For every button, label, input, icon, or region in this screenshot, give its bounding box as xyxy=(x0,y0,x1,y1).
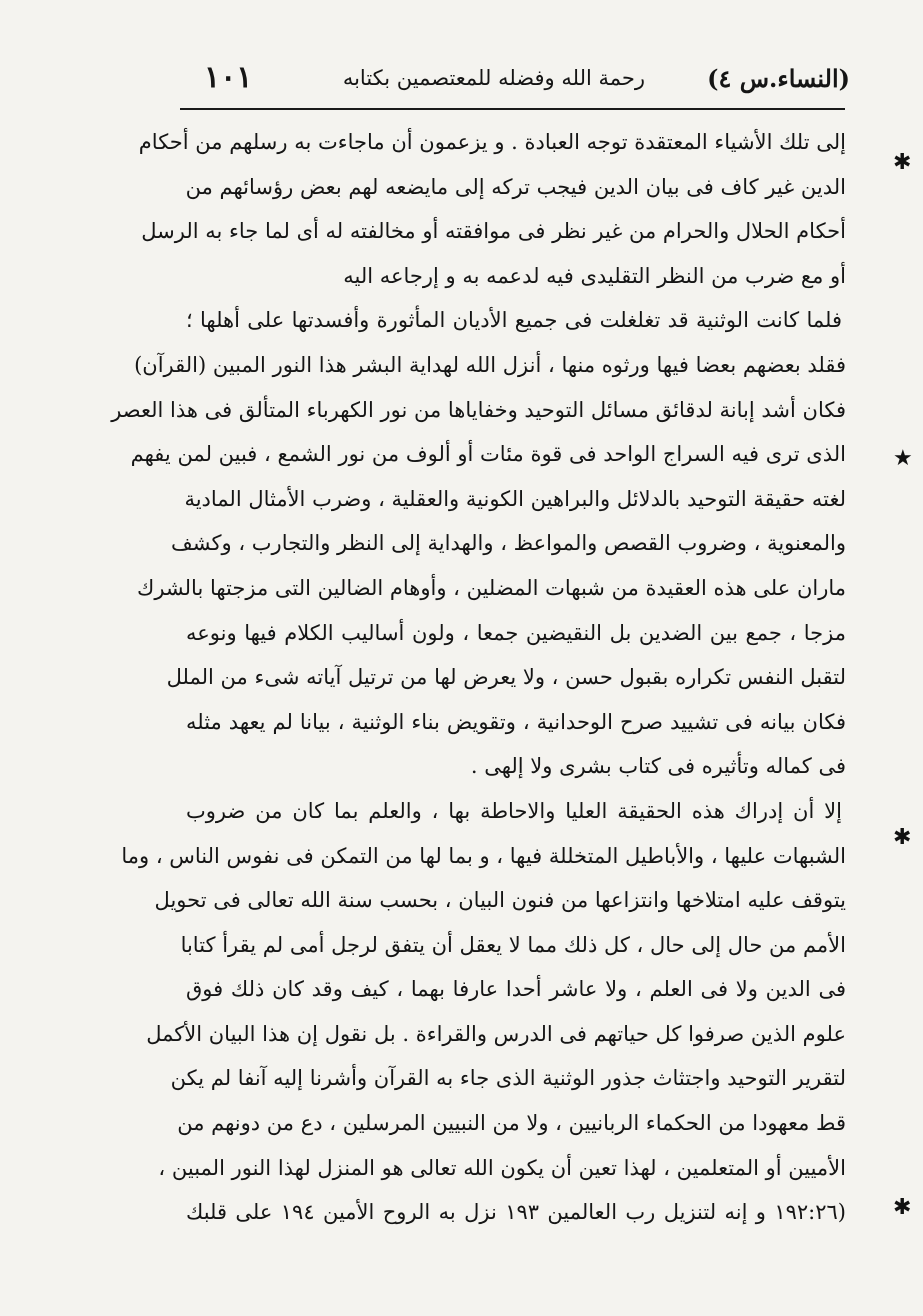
text-line: فى كماله وتأثيره فى كتاب بشرى ولا إلهى . xyxy=(470,754,846,779)
margin-star-icon: ✱ xyxy=(893,1195,912,1220)
text-line: لتقبل النفس تكراره بقبول حسن ، ولا يعرض لها من ترتيل آياته شىء من الملل xyxy=(166,665,846,690)
text-line: إلى تلك الأشياء المعتقدة توجه العبادة . و يزعمون أن ماجاءت به رسلهم من أحكام xyxy=(138,130,846,154)
margin-star-icon: ✱ xyxy=(893,150,912,175)
text-line: فقلد بعضهم بعضا فيها ورثوه منها ، أنزل الله لهداية البشر هذا النور المبين (القرآن) xyxy=(134,352,846,377)
text-line: فلما كانت الوثنية قد تغلغلت فى جميع الأديان المأثورة وأفسدتها على أهلها ؛ xyxy=(186,308,842,333)
body-text xyxy=(111,120,846,1235)
text-line: الأميين أو المتعلمين ، لهذا تعين أن يكون الله تعالى هو المنزل لهذا النور المبين ، xyxy=(158,1155,846,1180)
page-number: ١٠١ xyxy=(204,60,253,95)
text-line: مزجا ، جمع بين الضدين بل النقيضين جمعا ، ولون أساليب الكلام فيها ونوعه xyxy=(186,620,846,645)
margin-star-icon: ✱ xyxy=(893,825,912,850)
header-divider xyxy=(180,108,845,110)
text-line: علوم الذين صرفوا كل حياتهم فى الدرس والقراءة . بل نقول إن هذا البيان الأكمل xyxy=(146,1021,846,1046)
margin-star-icon: ★ xyxy=(893,446,913,471)
text-line: فكان بيانه فى تشييد صرح الوحدانية ، وتقويض بناء الوثنية ، بيانا لم يعهد مثله xyxy=(186,709,846,734)
text-line: قط معهودا من الحكماء الربانيين ، ولا من النبيين المرسلين ، دع من دونهم من xyxy=(177,1111,846,1136)
page-header xyxy=(170,58,850,110)
text-line: إلا أن إدراك هذه الحقيقة العليا والاحاطة بها ، والعلم بما كان من ضروب xyxy=(186,798,842,823)
text-line: (١٩٢:٢٦ و إنه لتنزيل رب العالمين ١٩٣ نزل به الروح الأمين ١٩٤ على قلبك xyxy=(186,1200,846,1225)
text-line: لغته حقيقة التوحيد بالدلائل والبراهين الكونية والعقلية ، وضرب الأمثال المادية xyxy=(184,486,846,511)
text-line: فكان أشد إبانة لدقائق مسائل التوحيد وخفاياها من نور الكهرباء المتألق فى هذا العصر xyxy=(111,397,846,422)
text-line: يتوقف عليه امتلاخها وانتزاعها من فنون البيان ، بحسب سنة الله تعالى فى تحويل xyxy=(154,888,846,913)
text-line: الأمم من حال إلى حال ، كل ذلك مما لا يعقل أن يتفق لرجل أمى لم يقرأ كتابا xyxy=(180,932,846,957)
header-surah-title: (النساء.س ٤) xyxy=(707,64,850,93)
header-running-title: رحمة الله وفضله للمعتصمين بكتابه xyxy=(342,66,645,90)
text-line: ماران على هذه العقيدة من شبهات المضلين ، وأوهام الضالين التى مزجتها بالشرك xyxy=(137,575,846,600)
text-line: أو مع ضرب من النظر التقليدى فيه لدعمه به و إرجاعه اليه xyxy=(343,263,846,288)
text-line: لتقرير التوحيد واجتثاث جذور الوثنية الذى جاء به القرآن وأشرنا إليه آنفا لم يكن xyxy=(170,1066,846,1091)
text-line: الشبهات عليها ، والأباطيل المتخللة فيها ، و بما لها من التمكن فى نفوس الناس ، وما xyxy=(121,843,846,868)
text-line: والمعنوية ، وضروب القصص والمواعظ ، والهداية إلى النظر والتجارب ، وكشف xyxy=(171,531,846,556)
text-line: فى الدين ولا فى العلم ، ولا عاشر أحدا عارفا بهما ، كيف وقد كان ذلك فوق xyxy=(186,977,846,1002)
text-line: الذى ترى فيه السراج الواحد فى قوة مئات أو ألوف من نور الشمع ، فبين لمن يفهم xyxy=(130,442,846,467)
text-line: الدين غير كاف فى بيان الدين فيجب تركه إلى مايضعه لهم بعض رؤسائهم من xyxy=(185,174,846,199)
text-line: أحكام الحلال والحرام من غير نظر فى موافقته أو مخالفته له أى لما جاء به الرسل xyxy=(141,219,846,244)
